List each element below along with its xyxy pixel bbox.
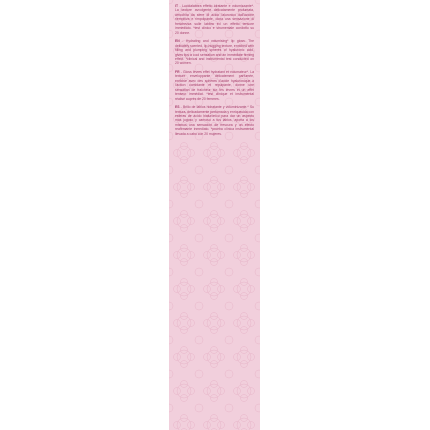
- description-en: Hydrating and volumising* lip gloss. The delicately scented, lip-hugging texture, enriched with filling and plumping spheres of hyaluronic acid, gives lips a cool sensation and an immediate firming effect. *clinical and instrumental test conducted on 20 women.: [175, 39, 255, 66]
- product-description-text: [175, 4, 254, 140]
- description-es: Brillo de labios hidratante y voluminizante.* Su textura, delicadamente perfumada y enriquecida con esferas de ácido hialurónico para dar un aspecto más jugoso y carnoso a tus labios, aporta a los mismos una sensación de frescura y un efecto reafirmante inmediato. *prueba clínica instrumental llevada a cabo con 20 mujeres.: [175, 105, 254, 136]
- separator: -: [178, 4, 183, 8]
- paragraph-it: [175, 4, 254, 35]
- paragraph-en: [175, 39, 254, 66]
- paragraph-fr: [175, 70, 254, 101]
- separator: -: [179, 69, 183, 74]
- language-code-fr: FR: [175, 69, 180, 74]
- language-code-en: EN: [175, 39, 180, 44]
- description-it: Lucidalabbra effetto idratante e volumizzante*. La texture avvolgente delicatamente profumata, arricchita da sfere di acido ialuronico dall'azione riempitiva e rimpolpante, dona una sensazione di freschezza sulle labbra ed un effetto tensore immediato. *test clinico e strumentale condotto su 20 donne.: [175, 4, 254, 35]
- description-fr: Gloss lèvres effet hydratant et volumateur*. La texture enveloppante délicatement parfumée, enrichie avec des sphères d'acide hyaluronique à l'action comblante et repulpante, donne une sensation de fraîcheur sur les lèvres et un effet tenseur immédiat. *test clinique et instrumental réalisé auprès de 20 femmes.: [175, 69, 255, 101]
- language-code-it: IT: [175, 4, 179, 8]
- paragraph-es: [175, 105, 254, 136]
- separator: -: [179, 105, 183, 110]
- language-code-es: ES: [175, 105, 180, 110]
- separator: -: [179, 39, 186, 44]
- product-box-panel: [169, 0, 260, 430]
